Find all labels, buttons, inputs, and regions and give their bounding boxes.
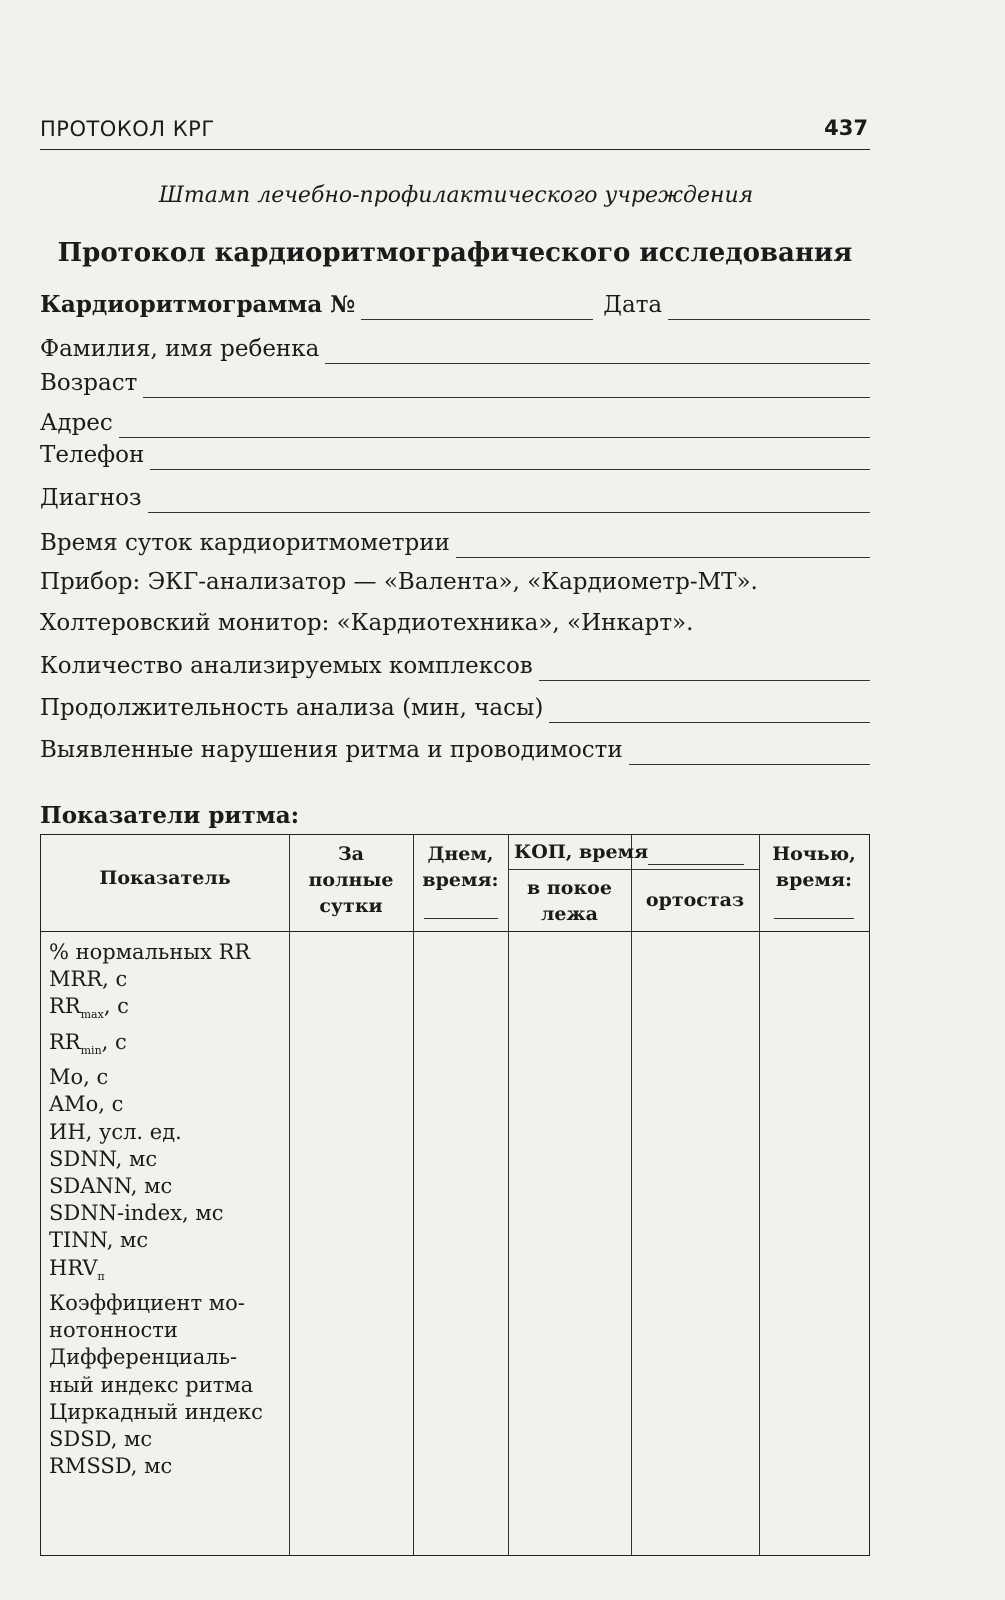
field-cardiogram-number	[40, 290, 870, 320]
measurement-time-line[interactable]	[456, 533, 870, 558]
table-header-divider	[41, 931, 869, 932]
table-row	[49, 993, 289, 1028]
table-row: SDSD, мс	[49, 1427, 153, 1452]
table-column-divider	[508, 835, 509, 1555]
header-kop-label: КОП, время	[514, 841, 649, 863]
device-text: Прибор: ЭКГ-анализатор — «Валента», «Кардиометр-МТ».	[40, 569, 758, 595]
table-row: ный индекс ритма	[49, 1372, 254, 1397]
rhythm-disorders-label: Выявленные нарушения ритма и проводимости	[40, 737, 623, 763]
field-child-name	[40, 334, 870, 364]
table-row: TINN, мс	[49, 1228, 149, 1253]
address-label: Адрес	[40, 410, 113, 436]
running-header-title: ПРОТОКОЛ КРГ	[40, 117, 215, 141]
document-title: Протокол кардиоритмографического исследования	[57, 238, 853, 268]
row-base: RR	[49, 1029, 81, 1054]
field-phone	[40, 440, 870, 470]
table-column-divider	[631, 835, 632, 1555]
field-address	[40, 408, 870, 438]
header-day-line: Днем,	[427, 843, 494, 865]
table-row: ИН, усл. ед.	[49, 1119, 182, 1144]
table-row	[49, 1255, 289, 1290]
section-title: Показатели ритма:	[40, 802, 300, 829]
header-rest-line: в покое	[527, 877, 612, 899]
field-rhythm-disorders	[40, 735, 870, 765]
age-label: Возраст	[40, 370, 138, 396]
header-night	[759, 841, 869, 919]
table-row: Циркадный индекс	[49, 1399, 263, 1424]
child-name-line[interactable]	[325, 339, 870, 364]
child-name-label: Фамилия, имя ребенка	[40, 336, 320, 362]
complexes-count-label: Количество анализируемых комплексов	[40, 653, 533, 679]
table-row: нотонности	[49, 1318, 178, 1343]
page-number: 437	[824, 116, 868, 140]
holter-text: Холтеровский монитор: «Кардиотехника», «Инкарт».	[40, 610, 694, 636]
header-rest	[508, 875, 631, 927]
institution-stamp-caption: Штамп лечебно-профилактического учреждения	[158, 183, 754, 208]
date-label: Дата	[603, 292, 663, 318]
row-base: HRV	[49, 1255, 98, 1280]
header-full-day	[289, 841, 413, 919]
row-base: RR	[49, 994, 81, 1019]
analysis-duration-label: Продолжительность анализа (мин, часы)	[40, 695, 544, 721]
table-row: SDNN, мс	[49, 1146, 158, 1171]
field-analysis-duration	[40, 693, 870, 723]
analysis-duration-line[interactable]	[549, 698, 870, 723]
table-row: SDNN-index, мс	[49, 1201, 224, 1226]
field-age	[40, 368, 870, 398]
kop-subheader-divider	[508, 869, 759, 870]
field-measurement-time	[40, 528, 870, 558]
table-column-divider	[759, 835, 760, 1555]
header-kop-time-blank[interactable]	[648, 844, 744, 865]
rhythm-indicators-table	[40, 834, 870, 1556]
table-row: RMSSD, мс	[49, 1454, 173, 1479]
row-subscript: min	[80, 1043, 102, 1057]
header-kop	[508, 839, 765, 865]
cardiogram-number-line[interactable]	[361, 295, 593, 320]
table-row	[49, 1029, 289, 1064]
row-tail: , с	[101, 1029, 127, 1054]
phone-label: Телефон	[40, 442, 145, 468]
header-orthostasis: ортостаз	[645, 889, 745, 911]
diagnosis-label: Диагноз	[40, 485, 142, 511]
header-full-day-line: За	[337, 843, 364, 865]
rhythm-disorders-line[interactable]	[629, 740, 870, 765]
table-row: % нормальных RR	[49, 940, 251, 964]
header-full-day-line: полные	[308, 869, 394, 891]
header-night-line: Ночью,	[772, 843, 856, 865]
header-day	[413, 841, 508, 919]
running-header	[40, 113, 870, 150]
row-subscript: max	[80, 1008, 104, 1022]
header-day-line: время:	[422, 869, 499, 891]
complexes-count-line[interactable]	[539, 656, 870, 681]
phone-line[interactable]	[150, 445, 870, 470]
field-complexes-count	[40, 651, 870, 681]
date-line[interactable]	[668, 295, 870, 320]
table-row: Коэффициент мо-	[49, 1291, 245, 1315]
header-night-line: время:	[775, 869, 853, 891]
diagnosis-line[interactable]	[148, 488, 870, 513]
table-row: SDANN, мс	[49, 1174, 173, 1198]
header-night-time-blank[interactable]	[774, 898, 854, 919]
header-rest-line: лежа	[541, 903, 598, 925]
table-row: MRR, с	[49, 967, 128, 992]
header-day-time-blank[interactable]	[424, 898, 498, 919]
indicator-rows	[49, 939, 289, 1480]
field-diagnosis	[40, 483, 870, 513]
address-line[interactable]	[119, 413, 870, 438]
table-column-divider	[289, 835, 290, 1555]
header-indicator: Показатель	[99, 867, 231, 889]
measurement-time-label: Время суток кардиоритмометрии	[40, 530, 450, 556]
table-row: Дифференциаль-	[49, 1345, 238, 1370]
row-subscript: п	[97, 1269, 105, 1283]
table-row: AMo, с	[49, 1092, 124, 1117]
table-column-divider	[413, 835, 414, 1555]
age-line[interactable]	[143, 373, 870, 398]
header-full-day-line: сутки	[319, 895, 383, 917]
cardiogram-number-label: Кардиоритмограмма №	[40, 291, 356, 318]
row-tail: , с	[103, 994, 129, 1019]
table-row: Mo, с	[49, 1065, 109, 1090]
